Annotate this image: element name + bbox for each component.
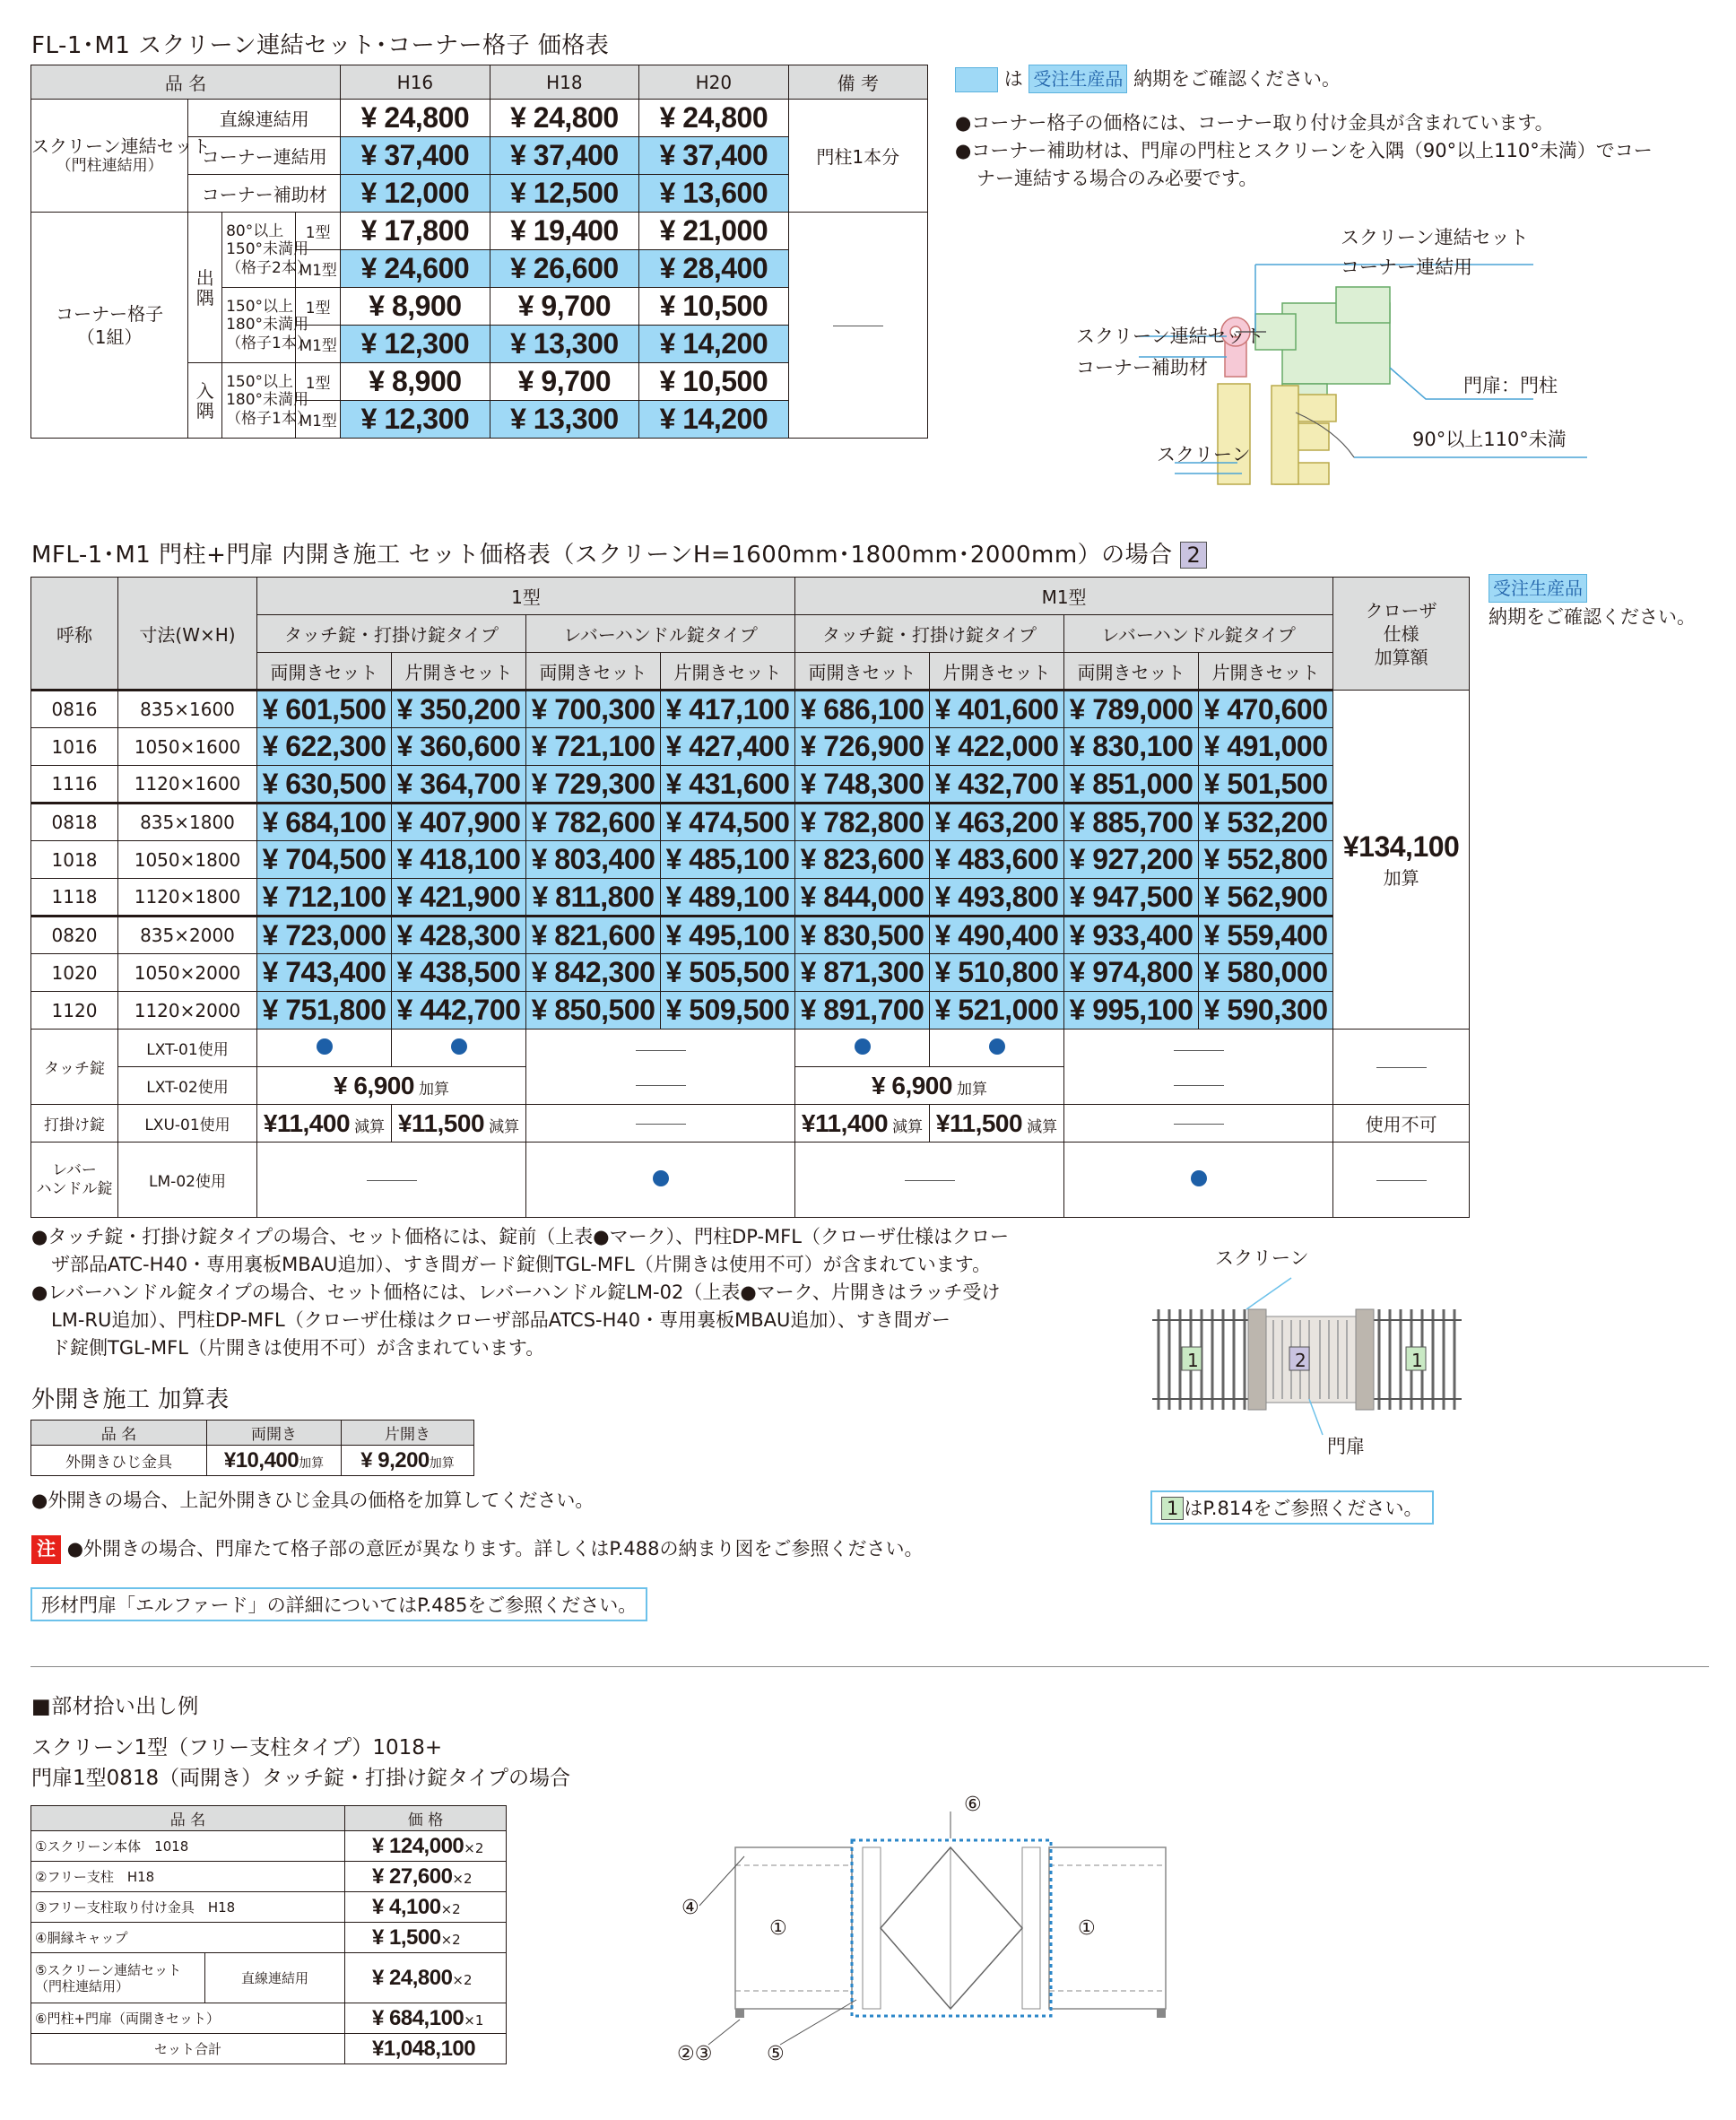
parts-item-5-type: 直線連結用 bbox=[205, 1953, 345, 2003]
price-cell: ¥ 630,500 bbox=[257, 766, 392, 804]
type-1: 1型 bbox=[296, 213, 341, 250]
row-corner-label: コーナー連結用 bbox=[188, 137, 341, 175]
diag1-label-set: スクリーン連結セット bbox=[1341, 227, 1529, 248]
row-code: 0820 bbox=[31, 917, 118, 954]
outward-note: ●外開きの場合、上記外開きひじ金具の価格を加算してください。 bbox=[31, 1490, 595, 1511]
price-cell: ¥ 474,500 bbox=[661, 804, 795, 841]
mark-cell bbox=[526, 1143, 795, 1218]
badge-2: 2 bbox=[1180, 542, 1207, 569]
row-code: 1020 bbox=[31, 954, 118, 992]
parts-price-5: ¥ 24,800×2 bbox=[345, 1953, 507, 2003]
price-cell: ¥ 422,000 bbox=[930, 728, 1064, 766]
price-cell: ¥ 350,200 bbox=[392, 691, 526, 728]
col-typem1: M1型 bbox=[795, 578, 1333, 615]
note-corner-grid: ●コーナー格子の価格には、コーナー取り付け金具が含まれています。 bbox=[955, 112, 1554, 134]
price-cell: ¥ 552,800 bbox=[1199, 841, 1333, 879]
note-aux-2: ナー連結する場合のみ必要です。 bbox=[976, 168, 1258, 189]
parts-total-label: セット合計 bbox=[31, 2034, 345, 2064]
lm02-label: LM-02使用 bbox=[118, 1143, 257, 1218]
touch-lock-label: タッチ錠 bbox=[31, 1030, 118, 1105]
screen-corner-price-table bbox=[30, 65, 928, 439]
outward-price: ¥ 9,200加算 bbox=[342, 1446, 474, 1476]
price-cell: ¥ 684,100 bbox=[257, 804, 392, 841]
col-touch: タッチ錠・打掛け錠タイプ bbox=[795, 615, 1064, 653]
minus-cell: ¥11,500 減算 bbox=[930, 1105, 1064, 1143]
row-size: 835×1600 bbox=[118, 691, 257, 728]
price-cell: ¥ 712,100 bbox=[257, 879, 392, 917]
screen-set-label: スクリーン連結セット （門柱連結用） bbox=[31, 100, 188, 213]
price-cell: ¥ 427,400 bbox=[661, 728, 795, 766]
note-lever-3: ド錠側TGL-MFL（片開きは使用不可）が含まれています。 bbox=[51, 1337, 545, 1359]
price-cell: ¥ 470,600 bbox=[1199, 691, 1333, 728]
section3-title: 外開き施工 加算表 bbox=[31, 1386, 230, 1413]
gate-set-price-table bbox=[30, 577, 1470, 1218]
closer-add-cell: ¥134,100 加算 bbox=[1333, 691, 1470, 1030]
parts-price: ¥ 4,100×2 bbox=[345, 1892, 507, 1923]
col-single: 片開きセット bbox=[1199, 653, 1333, 691]
note-pillar: 門柱1本分 bbox=[788, 100, 927, 213]
diag1-label-screen: スクリーン bbox=[1157, 444, 1251, 465]
diag1-label-corner: コーナー連結用 bbox=[1341, 256, 1472, 278]
price-cell: ¥ 686,100 bbox=[795, 691, 930, 728]
price-cell: ¥ 19,400 bbox=[490, 213, 638, 250]
price-cell: ¥ 871,300 bbox=[795, 954, 930, 992]
price-cell: ¥ 748,300 bbox=[795, 766, 930, 804]
mark-cell bbox=[930, 1030, 1064, 1067]
note-touch-1: ●タッチ錠・打掛け錠タイプの場合、セット価格には、錠前（上表●マーク）、門柱DP-MFL（クローザ仕様はクロー bbox=[31, 1226, 1009, 1247]
price-cell: ¥ 9,700 bbox=[490, 363, 638, 401]
price-cell: ¥ 789,000 bbox=[1064, 691, 1199, 728]
example-sub2: 門扉1型0818（両開き）タッチ錠・打掛け錠タイプの場合 bbox=[31, 1767, 571, 1790]
row-code: 1016 bbox=[31, 728, 118, 766]
price-cell: ¥ 12,000 bbox=[341, 175, 490, 213]
parts-item: ②フリー支柱 H18 bbox=[31, 1862, 345, 1892]
note-lever-2: LM-RU追加）、門柱DP-MFL（クローザ仕様はクローザ部品ATCS-H40・専用裏板MBAU追加）、すき間ガー bbox=[51, 1309, 950, 1331]
row-size: 1120×2000 bbox=[118, 992, 257, 1030]
price-cell: ¥ 842,300 bbox=[526, 954, 661, 992]
price-cell: ¥ 418,100 bbox=[392, 841, 526, 879]
price-cell: ¥ 24,800 bbox=[341, 100, 490, 137]
outward-open-table bbox=[30, 1420, 474, 1476]
table-row bbox=[31, 728, 1470, 766]
col-name: 品 名 bbox=[31, 1806, 345, 1831]
price-cell: ¥ 803,400 bbox=[526, 841, 661, 879]
row-size: 1050×2000 bbox=[118, 954, 257, 992]
price-cell: ¥ 13,300 bbox=[490, 401, 638, 439]
price-cell: ¥ 622,300 bbox=[257, 728, 392, 766]
mark-cell bbox=[257, 1030, 392, 1067]
price-cell: ¥ 489,100 bbox=[661, 879, 795, 917]
included-mark bbox=[855, 1038, 871, 1055]
legend-swatch bbox=[955, 67, 998, 92]
section2-title: MFL-1･M1 門柱+門扉 内開き施工 セット価格表（スクリーンH=1600mm･1800mm･2000mm）の場合 2 bbox=[31, 536, 1207, 569]
col-single: 片開きセット bbox=[392, 653, 526, 691]
type-m1: M1型 bbox=[296, 326, 341, 363]
price-cell: ¥ 830,100 bbox=[1064, 728, 1199, 766]
corner-grid-label: コーナー格子 （1組） bbox=[31, 213, 188, 439]
included-mark bbox=[1191, 1170, 1207, 1186]
price-cell: ¥ 12,300 bbox=[341, 401, 490, 439]
row-aux-label: コーナー補助材 bbox=[188, 175, 341, 213]
price-cell: ¥ 885,700 bbox=[1064, 804, 1199, 841]
table-row bbox=[31, 917, 1470, 954]
diag2-n2: 2 bbox=[1295, 1350, 1306, 1371]
col-h20: H20 bbox=[639, 65, 788, 100]
example-sub1: スクリーン1型（フリー支柱タイプ）1018+ bbox=[31, 1736, 443, 1759]
col-double: 両開きセット bbox=[1064, 653, 1199, 691]
made-to-order-tag: 受注生産品 bbox=[1029, 65, 1127, 93]
marker-1-right: ① bbox=[1078, 1917, 1096, 1940]
price-cell: ¥ 933,400 bbox=[1064, 917, 1199, 954]
outward-price: ¥10,400加算 bbox=[207, 1446, 342, 1476]
price-cell: ¥ 501,500 bbox=[1199, 766, 1333, 804]
marker-5: ⑤ bbox=[767, 2043, 785, 2065]
price-cell: ¥ 28,400 bbox=[639, 250, 788, 288]
price-cell: ¥ 723,000 bbox=[257, 917, 392, 954]
col-double: 両開きセット bbox=[526, 653, 661, 691]
marker-2-3: ②③ bbox=[677, 2043, 713, 2065]
price-cell: ¥ 8,900 bbox=[341, 363, 490, 401]
col-single: 片開き bbox=[342, 1421, 474, 1446]
row-code: 1018 bbox=[31, 841, 118, 879]
table-row bbox=[31, 766, 1470, 804]
type-m1: M1型 bbox=[296, 401, 341, 439]
price-cell: ¥ 14,200 bbox=[639, 401, 788, 439]
section-divider bbox=[30, 1666, 1709, 1667]
price-cell: ¥ 9,700 bbox=[490, 288, 638, 326]
marker-6: ⑥ bbox=[964, 1794, 982, 1816]
row-code: 1116 bbox=[31, 766, 118, 804]
outward-hinge-item: 外開きひじ金具 bbox=[31, 1446, 207, 1476]
price-cell: ¥ 24,600 bbox=[341, 250, 490, 288]
price-cell: ¥ 974,800 bbox=[1064, 954, 1199, 992]
col-h18: H18 bbox=[490, 65, 638, 100]
price-cell: ¥ 17,800 bbox=[341, 213, 490, 250]
price-cell: ¥ 37,400 bbox=[639, 137, 788, 175]
price-cell: ¥ 432,700 bbox=[930, 766, 1064, 804]
latch-lock-label: 打掛け錠 bbox=[31, 1105, 118, 1143]
legend-line: は 受注生産品 納期をご確認ください。 bbox=[955, 65, 1341, 94]
price-cell: ¥ 12,300 bbox=[341, 326, 490, 363]
price-cell: ¥ 13,600 bbox=[639, 175, 788, 213]
angle-150-180-in: 150°以上 180°未満用 （格子1本） bbox=[222, 363, 296, 439]
table-row bbox=[31, 691, 1470, 728]
col-price: 価 格 bbox=[345, 1806, 507, 1831]
minus-cell: ¥11,500 減算 bbox=[392, 1105, 526, 1143]
type-1: 1型 bbox=[296, 363, 341, 401]
price-cell: ¥ 505,500 bbox=[661, 954, 795, 992]
parts-item-5: ⑤スクリーン連結セット （門柱連結用） bbox=[31, 1953, 205, 2003]
price-cell: ¥ 532,200 bbox=[1199, 804, 1333, 841]
minus-cell: ¥11,400 減算 bbox=[257, 1105, 392, 1143]
price-cell: ¥ 590,300 bbox=[1199, 992, 1333, 1030]
col-single: 片開きセット bbox=[661, 653, 795, 691]
row-straight-label: 直線連結用 bbox=[188, 100, 341, 137]
lxu01-label: LXU-01使用 bbox=[118, 1105, 257, 1143]
parts-item: ①スクリーン本体 1018 bbox=[31, 1831, 345, 1862]
angle-80-150: 80°以上 150°未満用 （格子2本） bbox=[222, 213, 296, 288]
row-code: 1118 bbox=[31, 879, 118, 917]
col-type1: 1型 bbox=[257, 578, 795, 615]
parts-row bbox=[31, 1923, 507, 1953]
price-cell: ¥ 947,500 bbox=[1064, 879, 1199, 917]
note-empty bbox=[788, 213, 927, 439]
price-cell: ¥ 995,100 bbox=[1064, 992, 1199, 1030]
caution-note: 注 ●外開きの場合、門扉たて格子部の意匠が異なります。詳しくはP.488の納まり図をご参照ください。 bbox=[31, 1535, 923, 1564]
price-cell: ¥ 823,600 bbox=[795, 841, 930, 879]
col-double: 両開き bbox=[207, 1421, 342, 1446]
empty-cell bbox=[1333, 1143, 1470, 1218]
col-lever: レバーハンドル錠タイプ bbox=[526, 615, 795, 653]
marker-1-left: ① bbox=[769, 1917, 787, 1940]
row-size: 1120×1800 bbox=[118, 879, 257, 917]
type-m1: M1型 bbox=[296, 250, 341, 288]
parts-item: ④胴縁キャップ bbox=[31, 1923, 345, 1953]
row-code: 0818 bbox=[31, 804, 118, 841]
price-cell: ¥ 491,000 bbox=[1199, 728, 1333, 766]
parts-total-price: ¥1,048,100 bbox=[345, 2034, 507, 2064]
not-usable: 使用不可 bbox=[1333, 1105, 1470, 1143]
price-cell: ¥ 8,900 bbox=[341, 288, 490, 326]
mark-cell bbox=[795, 1030, 930, 1067]
col-lever: レバーハンドル錠タイプ bbox=[1064, 615, 1333, 653]
type-1: 1型 bbox=[296, 288, 341, 326]
row-size: 835×1800 bbox=[118, 804, 257, 841]
col-h16: H16 bbox=[341, 65, 490, 100]
col-double: 両開きセット bbox=[795, 653, 930, 691]
parts-price-6: ¥ 684,100×1 bbox=[345, 2003, 507, 2034]
diag1-label-angle: 90°以上110°未満 bbox=[1412, 429, 1567, 450]
marker-4: ④ bbox=[681, 1897, 699, 1919]
price-cell: ¥ 364,700 bbox=[392, 766, 526, 804]
price-cell: ¥ 21,000 bbox=[639, 213, 788, 250]
table-row bbox=[31, 954, 1470, 992]
diag1-label-aux: コーナー補助材 bbox=[1076, 357, 1208, 378]
price-cell: ¥ 782,600 bbox=[526, 804, 661, 841]
col-closer: クローザ 仕様 加算額 bbox=[1333, 578, 1470, 691]
parts-item-6: ⑥門柱+門扉（両開きセット） bbox=[31, 2003, 345, 2034]
included-mark bbox=[451, 1038, 467, 1055]
col-name: 品 名 bbox=[31, 1421, 207, 1446]
price-cell: ¥ 13,300 bbox=[490, 326, 638, 363]
price-cell: ¥ 510,800 bbox=[930, 954, 1064, 992]
price-cell: ¥ 14,200 bbox=[639, 326, 788, 363]
price-cell: ¥ 851,000 bbox=[1064, 766, 1199, 804]
parts-price: ¥ 124,000×2 bbox=[345, 1831, 507, 1862]
price-cell: ¥ 360,600 bbox=[392, 728, 526, 766]
lxt02-label: LXT-02使用 bbox=[118, 1067, 257, 1105]
empty-cell bbox=[526, 1105, 795, 1143]
price-cell: ¥ 483,600 bbox=[930, 841, 1064, 879]
parts-row bbox=[31, 1862, 507, 1892]
table-row bbox=[31, 804, 1470, 841]
note-touch-2: ザ部品ATC-H40・専用裏板MBAU追加）、すき間ガード錠側TGL-MFL（片開きは使用不可）が含まれています。 bbox=[51, 1254, 992, 1275]
diag1-label-set2: スクリーン連結セット bbox=[1076, 326, 1264, 347]
table-row bbox=[31, 992, 1470, 1030]
price-cell: ¥ 438,500 bbox=[392, 954, 526, 992]
caution-badge: 注 bbox=[31, 1535, 61, 1564]
parts-row bbox=[31, 1892, 507, 1923]
price-cell: ¥ 407,900 bbox=[392, 804, 526, 841]
row-size: 835×2000 bbox=[118, 917, 257, 954]
included-mark bbox=[989, 1038, 1005, 1055]
col-note: 備 考 bbox=[788, 65, 927, 100]
price-cell: ¥ 743,400 bbox=[257, 954, 392, 992]
price-cell: ¥ 24,800 bbox=[639, 100, 788, 137]
price-cell: ¥ 431,600 bbox=[661, 766, 795, 804]
row-code: 0816 bbox=[31, 691, 118, 728]
mark-cell bbox=[392, 1030, 526, 1067]
col-size: 寸法(W×H) bbox=[118, 578, 257, 691]
price-cell: ¥ 559,400 bbox=[1199, 917, 1333, 954]
price-cell: ¥ 811,800 bbox=[526, 879, 661, 917]
price-cell: ¥ 401,600 bbox=[930, 691, 1064, 728]
empty-cell bbox=[1333, 1030, 1470, 1105]
empty-cell bbox=[257, 1143, 526, 1218]
empty-cell bbox=[526, 1030, 795, 1105]
made-to-order-note: 受注生産品 納期をご確認ください。 bbox=[1489, 574, 1696, 631]
price-cell: ¥ 844,000 bbox=[795, 879, 930, 917]
add-6900-cell: ¥ 6,900 加算 bbox=[795, 1067, 1064, 1105]
price-cell: ¥ 37,400 bbox=[341, 137, 490, 175]
row-code: 1120 bbox=[31, 992, 118, 1030]
ref-p485: 形材門扉「エルファード」の詳細についてはP.485をご参照ください。 bbox=[30, 1587, 647, 1621]
price-cell: ¥ 26,600 bbox=[490, 250, 638, 288]
mark-cell bbox=[1064, 1143, 1333, 1218]
row-size: 1050×1800 bbox=[118, 841, 257, 879]
included-mark bbox=[653, 1170, 669, 1186]
col-code: 呼称 bbox=[31, 578, 118, 691]
price-cell: ¥ 495,100 bbox=[661, 917, 795, 954]
col-double: 両開きセット bbox=[257, 653, 392, 691]
desumi-label: 出隅 bbox=[188, 213, 222, 363]
parts-price: ¥ 1,500×2 bbox=[345, 1923, 507, 1953]
price-cell: ¥ 421,900 bbox=[392, 879, 526, 917]
add-6900-cell: ¥ 6,900 加算 bbox=[257, 1067, 526, 1105]
note-lever-1: ●レバーハンドル錠タイプの場合、セット価格には、レバーハンドル錠LM-02（上表●マーク、片開きはラッチ受け bbox=[31, 1282, 1001, 1303]
lever-lock-label: レバー ハンドル錠 bbox=[31, 1143, 118, 1218]
diag1-label-gate: 門扉：門柱 bbox=[1463, 375, 1558, 396]
price-cell: ¥ 850,500 bbox=[526, 992, 661, 1030]
empty-cell bbox=[1064, 1030, 1333, 1105]
price-cell: ¥ 10,500 bbox=[639, 363, 788, 401]
table-row bbox=[31, 879, 1470, 917]
included-mark bbox=[317, 1038, 333, 1055]
price-cell: ¥ 417,100 bbox=[661, 691, 795, 728]
price-cell: ¥ 782,800 bbox=[795, 804, 930, 841]
diag2-n1-right: 1 bbox=[1411, 1350, 1423, 1371]
empty-cell bbox=[795, 1143, 1064, 1218]
price-cell: ¥ 490,400 bbox=[930, 917, 1064, 954]
price-cell: ¥ 493,800 bbox=[930, 879, 1064, 917]
price-cell: ¥ 24,800 bbox=[490, 100, 638, 137]
parts-price: ¥ 27,600×2 bbox=[345, 1862, 507, 1892]
minus-cell: ¥11,400 減算 bbox=[795, 1105, 930, 1143]
price-cell: ¥ 442,700 bbox=[392, 992, 526, 1030]
price-cell: ¥ 10,500 bbox=[639, 288, 788, 326]
parts-item: ③フリー支柱取り付け金具 H18 bbox=[31, 1892, 345, 1923]
price-cell: ¥ 751,800 bbox=[257, 992, 392, 1030]
price-cell: ¥ 428,300 bbox=[392, 917, 526, 954]
ref-p814: 1 はP.814をご参照ください。 bbox=[1150, 1490, 1434, 1525]
col-name: 品 名 bbox=[31, 65, 341, 100]
diag2-gate-label: 門扉 bbox=[1327, 1436, 1365, 1457]
price-cell: ¥ 700,300 bbox=[526, 691, 661, 728]
price-cell: ¥ 721,100 bbox=[526, 728, 661, 766]
price-cell: ¥ 562,900 bbox=[1199, 879, 1333, 917]
price-cell: ¥ 726,900 bbox=[795, 728, 930, 766]
parts-row bbox=[31, 1831, 507, 1862]
angle-150-180: 150°以上 180°未満用 （格子1本） bbox=[222, 288, 296, 363]
price-cell: ¥ 821,600 bbox=[526, 917, 661, 954]
irisumi-label: 入隅 bbox=[188, 363, 222, 439]
diag2-n1-left: 1 bbox=[1187, 1350, 1199, 1371]
diag2-screen-label: スクリーン bbox=[1215, 1247, 1309, 1269]
price-cell: ¥ 729,300 bbox=[526, 766, 661, 804]
note-aux-1: ●コーナー補助材は、門扉の門柱とスクリーンを入隅（90°以上110°未満）でコー bbox=[955, 140, 1653, 161]
price-cell: ¥ 830,500 bbox=[795, 917, 930, 954]
section4-title: ■部材拾い出し例 bbox=[31, 1695, 199, 1718]
col-touch: タッチ錠・打掛け錠タイプ bbox=[257, 615, 526, 653]
row-size: 1120×1600 bbox=[118, 766, 257, 804]
price-cell: ¥ 485,100 bbox=[661, 841, 795, 879]
price-cell: ¥ 580,000 bbox=[1199, 954, 1333, 992]
price-cell: ¥ 521,000 bbox=[930, 992, 1064, 1030]
price-cell: ¥ 891,700 bbox=[795, 992, 930, 1030]
parts-list-table bbox=[30, 1805, 507, 2064]
empty-cell bbox=[1064, 1105, 1333, 1143]
price-cell: ¥ 509,500 bbox=[661, 992, 795, 1030]
row-size: 1050×1600 bbox=[118, 728, 257, 766]
lxt01-label: LXT-01使用 bbox=[118, 1030, 257, 1067]
price-cell: ¥ 704,500 bbox=[257, 841, 392, 879]
price-cell: ¥ 927,200 bbox=[1064, 841, 1199, 879]
table-row bbox=[31, 841, 1470, 879]
price-cell: ¥ 601,500 bbox=[257, 691, 392, 728]
col-single: 片開きセット bbox=[930, 653, 1064, 691]
price-cell: ¥ 12,500 bbox=[490, 175, 638, 213]
section1-title: FL-1･M1 スクリーン連結セット･コーナー格子 価格表 bbox=[31, 32, 610, 59]
price-cell: ¥ 37,400 bbox=[490, 137, 638, 175]
price-cell: ¥ 463,200 bbox=[930, 804, 1064, 841]
